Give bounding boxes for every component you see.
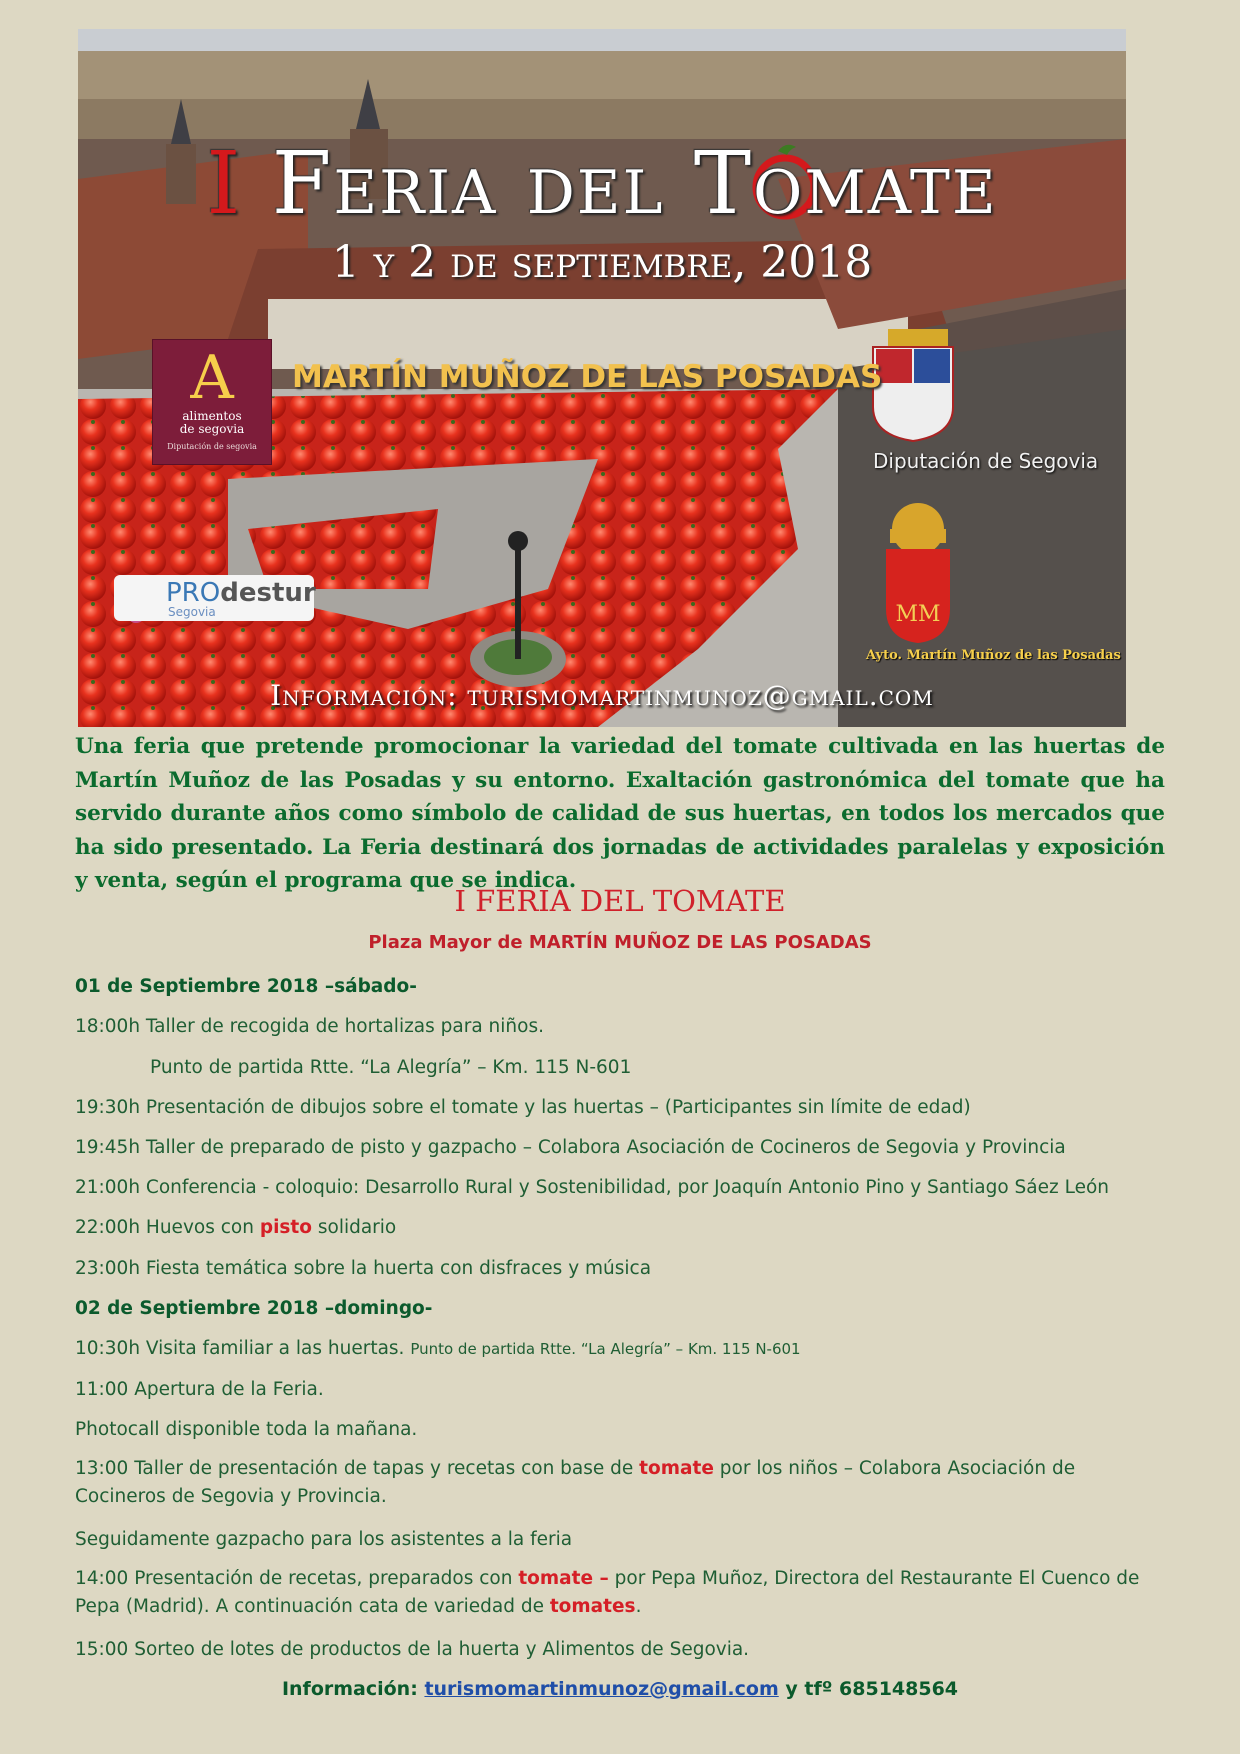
alimentos-logo-letter: A [190,343,234,413]
program-item [75,1455,1165,1511]
program-item [75,1565,1165,1621]
program-item-text: . [635,1596,642,1617]
poster-title-text: Feria del Tomate [271,134,998,234]
program-item: Seguidamente gazpacho para los asistentes a la feria [75,1529,573,1550]
poster-date: 1 y 2 de septiembre, 2018 [331,237,873,288]
program-item: Photocall disponible toda la mañana. [75,1419,418,1440]
program-item: 19:45h Taller de preparado de pisto y gazpacho – Colabora Asociación de Cocineros de Segovia y Provincia [75,1137,1066,1158]
program-item: 15:00 Sorteo de lotes de productos de la huerta y Alimentos de Segovia. [75,1639,750,1660]
program-item-note: Punto de partida Rtte. “La Alegría” – Km. 115 N-601 [150,1057,632,1078]
highlight-text: tomate [639,1458,714,1479]
program-item-text: 13:00 Taller de presentación de tapas y recetas con base de [75,1458,640,1479]
prodestur-name-b: destur [220,578,316,608]
intro-paragraph: Una feria que pretende promocionar la variedad del tomate cultivada en las huertas de Martín Muñoz de las Posadas y su entorno. Exaltación gastronómica del tomate que ha servido durante años como símbolo de calidad de sus huertas, en todos los mercados que ha sido presentado. La Feria destinará dos jornadas de actividades paralelas y exposición y venta, según el programa que se indica. [75,734,1165,893]
program-item-text: por Pepa Muñoz, Directora del Restaurante El Cuenco de Pepa (Madrid). A continuación cata de variedad de [75,1568,1140,1617]
program-item-text: 14:00 Presentación de recetas, preparados con [75,1568,519,1589]
program-item: 21:00h Conferencia - coloquio: Desarrollo Rural y Sostenibilidad, por Joaquín Antonio Pino y Santiago Sáez León [75,1177,1109,1198]
prodestur-logo [114,575,314,621]
diputacion-label: Diputación de Segovia [873,449,1099,473]
program-title: I FERIA DEL TOMATE [454,884,786,918]
program-item: 23:00h Fiesta temática sobre la huerta con disfraces y música [75,1258,652,1279]
ayuntamiento-shield-icon [886,503,950,643]
poster-info-line: Información: turismomartinmunoz@gmail.com [270,679,934,712]
program-item-text: 22:00h Huevos con [75,1217,260,1238]
program-item: 19:30h Presentación de dibujos sobre el tomate y las huertas – (Participantes sin límite de edad) [75,1097,971,1118]
highlight-text: tomate – [518,1568,609,1589]
program-subtitle: Plaza Mayor de MARTÍN MUÑOZ DE LAS POSADAS [368,932,872,953]
program-item-text: solidario [311,1217,397,1238]
alimentos-logo-text3: Diputación de segovia [167,442,257,451]
footer-phone: y tfº 685148564 [778,1678,959,1700]
ayuntamiento-label: Ayto. Martín Muñoz de las Posadas [866,648,1121,663]
program-item-note: Punto de partida Rtte. “La Alegría” – Km. 115 N-601 [410,1340,801,1358]
program-item-text: por los niños – Colabora Asociación de Cocineros de Segovia y Provincia. [75,1458,1076,1507]
day2-heading: 02 de Septiembre 2018 –domingo- [75,1298,433,1319]
poster-title [78,134,1126,234]
footer-contact [0,1678,1240,1700]
footer-label: Información: [281,1678,425,1700]
prodestur-sub: Segovia [168,605,216,619]
footer-email-link[interactable]: turismomartinmunoz@gmail.com [424,1678,779,1700]
shield-initials: MM [895,602,941,627]
poster-town-name: MARTÍN MUÑOZ DE LAS POSADAS [292,359,883,395]
day1-heading: 01 de Septiembre 2018 –sábado- [75,976,417,997]
highlight-text: tomates [549,1596,636,1617]
prodestur-name-a: PRO [166,578,221,608]
alimentos-logo-text1: alimentos [182,409,242,423]
poster-title-numeral: I [206,134,243,234]
program-item: 11:00 Apertura de la Feria. [75,1379,324,1400]
prodestur-name [166,578,316,608]
program-item [75,1338,801,1359]
program-item-text: 10:30h Visita familiar a las huertas. [75,1338,411,1359]
program-item [75,1217,396,1238]
highlight-text: pisto [259,1217,312,1238]
alimentos-de-segovia-logo [152,339,272,465]
program-item: 18:00h Taller de recogida de hortalizas para niños. [75,1016,544,1037]
alimentos-logo-text2: de segovia [179,422,245,436]
event-poster [78,29,1126,727]
